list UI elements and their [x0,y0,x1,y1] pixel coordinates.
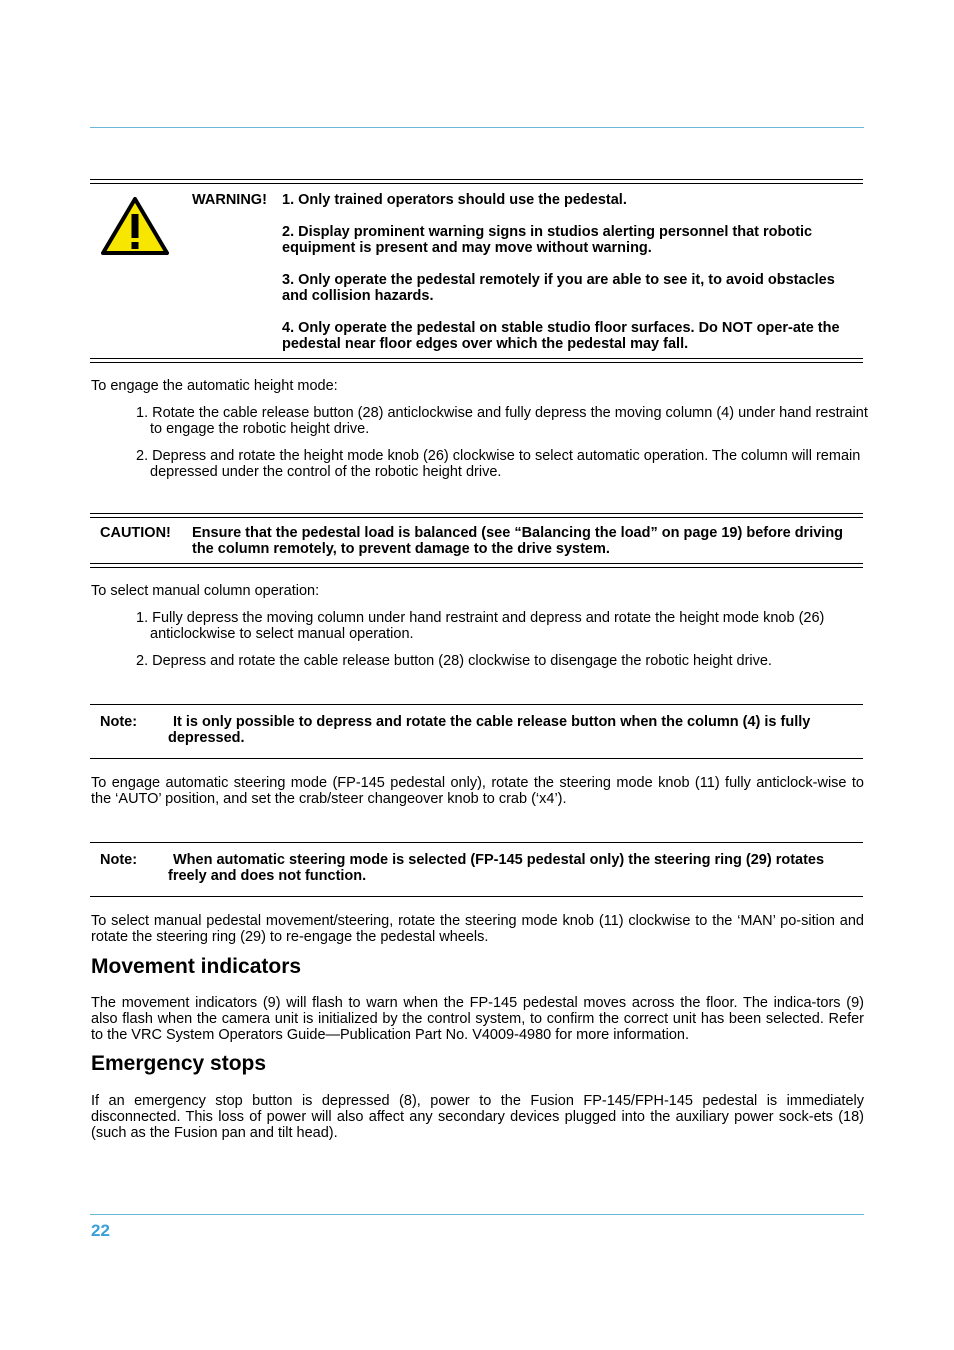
note1-bottom-rule [90,758,863,759]
note2-top-rule [90,842,863,843]
caution-bottom-rule [90,563,863,568]
caution-top-rule [90,513,863,518]
note2-text: When automatic steering mode is selected (FP-145 pedestal only) the steering ring (29) rotates freely and does not function. [168,852,825,884]
warning-item-2: 2. Display prominent warning signs in studios alerting personnel that robotic equipment is present and may move without warning. [282,224,813,256]
warning-bottom-rule [90,358,863,363]
manual-column-step-1: 1. Fully depress the moving column under hand restraint and depress and rotate the height mode knob (26) anticlockwise to select manual operation. [136,610,825,642]
footer-rule [90,1214,864,1215]
page-number: 22 [91,1221,110,1240]
warning-triangle-icon [100,196,170,256]
auto-steer-text: To engage automatic steering mode (FP-145 pedestal only), rotate the steering mode knob (11) fully anticlock-wise to the ‘AUTO’ position, and set the crab/steer changeover knob to crab (‘x4’). [91,775,864,807]
note2-label: Note: [100,852,138,868]
emergency-text: If an emergency stop button is depressed (8), power to the Fusion FP-145/FPH-145 pedestal is immediately disconnected. This loss of power will also affect any secondary devices plugged into the auxiliary power sock-ets (18) (such as the Fusion pan and tilt head). [91,1093,864,1141]
warning-label: WARNING! [192,192,267,208]
auto-height-intro: To engage the automatic height mode: [91,378,338,394]
warning-item-3: 3. Only operate the pedestal remotely if you are able to see it, to avoid obstacles and collision hazards. [282,272,835,304]
note2-bottom-rule [90,896,863,897]
caution-label: CAUTION! [100,525,171,541]
caution-text: Ensure that the pedestal load is balanced (see “Balancing the load” on page 19) before driving the column remotely, to prevent damage to the drive system. [192,525,844,557]
manual-steer-text: To select manual pedestal movement/steering, rotate the steering mode knob (11) clockwise to the ‘MAN’ po-sition and rotate the steering ring (29) to re-engage the pedestal wheels. [91,913,864,945]
movement-heading: Movement indicators [91,955,302,978]
warning-item-4: 4. Only operate the pedestal on stable studio floor surfaces. Do NOT oper-ate the pedestal near floor edges over which the pedestal may fall. [282,320,840,352]
note1-top-rule [90,704,863,705]
manual-column-intro: To select manual column operation: [91,583,320,599]
manual-column-step-2: 2. Depress and rotate the cable release button (28) clockwise to disengage the robotic height drive. [136,653,772,669]
auto-height-step-1: 1. Rotate the cable release button (28) anticlockwise and fully depress the moving column (4) under hand restraint to engage the robotic height drive. [136,405,868,437]
warning-item-1: 1. Only trained operators should use the pedestal. [282,192,627,208]
movement-text: The movement indicators (9) will flash to warn when the FP-145 pedestal moves across the floor. The indica-tors (9) also flash when the camera unit is initialized by the control system, to confirm the correct unit has been selected. Refer to the VRC System Operators Guide—Publication Part No. V4009-4980 for more information. [91,995,864,1043]
note1-text: It is only possible to depress and rotate the cable release button when the column (4) is fully depressed. [168,714,811,746]
header-rule [90,127,864,128]
auto-height-step-2: 2. Depress and rotate the height mode knob (26) clockwise to select automatic operation. The column will remain depressed under the control of the robotic height drive. [136,448,861,480]
emergency-heading: Emergency stops [91,1052,267,1075]
note1-label: Note: [100,714,138,730]
warning-top-rule [90,179,863,184]
